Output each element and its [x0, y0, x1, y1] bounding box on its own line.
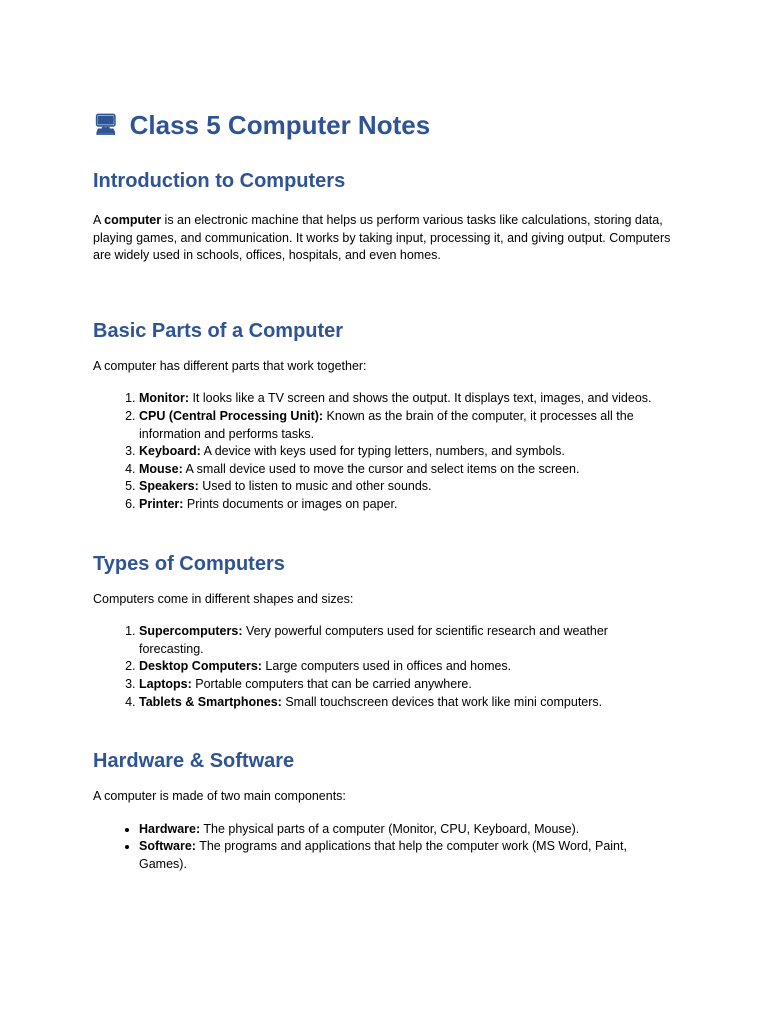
list-item — [139, 676, 672, 694]
page-title — [93, 108, 672, 142]
list-item-term: Tablets & Smartphones: — [139, 694, 282, 709]
section-hardware-software — [93, 748, 672, 873]
list-item — [139, 496, 672, 514]
list-item-term: Keyboard: — [139, 444, 201, 459]
list-item — [139, 461, 672, 479]
list-item-desc: It looks like a TV screen and shows the output. It displays text, images, and videos. — [188, 391, 652, 406]
list-item — [139, 694, 672, 712]
section-lead: A computer has different parts that work together: — [93, 358, 367, 373]
section-heading: Hardware & Software — [93, 750, 295, 773]
list-item — [139, 408, 672, 443]
list-item-desc: Prints documents or images on paper. — [183, 496, 398, 511]
section-lead: A computer is made of two main components: — [93, 789, 346, 804]
list-item-term: Mouse: — [139, 461, 183, 476]
computer-icon: 🖥 — [93, 114, 119, 136]
section-introduction — [93, 168, 672, 265]
list-item-term: Desktop Computers: — [139, 659, 262, 674]
list-item — [139, 390, 672, 408]
section-heading: Basic Parts of a Computer — [93, 319, 344, 342]
list-item-desc: A small device used to move the cursor and select items on the screen. — [182, 461, 580, 476]
parts-list — [93, 390, 672, 513]
section-heading: Introduction to Computers — [93, 170, 346, 192]
list-item-desc: A device with keys used for typing letters, numbers, and symbols. — [200, 444, 565, 459]
section-lead: Computers come in different shapes and sizes: — [93, 591, 354, 606]
list-item — [139, 838, 672, 873]
components-list — [93, 821, 672, 874]
types-list — [93, 623, 672, 711]
list-item-term: Monitor: — [139, 391, 189, 406]
section-basic-parts — [93, 318, 672, 514]
list-item-desc: Small touchscreen devices that work like mini computers. — [281, 694, 603, 709]
intro-paragraph — [93, 212, 672, 265]
list-item-term: Hardware: — [139, 821, 201, 836]
list-item-desc: The physical parts of a computer (Monitor, CPU, Keyboard, Mouse). — [200, 821, 580, 836]
list-item — [139, 623, 672, 658]
list-item-desc: Very powerful computers used for scientific research and weather forecasting. — [139, 624, 608, 656]
section-heading: Types of Computers — [93, 552, 285, 575]
page-title-text: Class 5 Computer Notes — [129, 110, 431, 140]
list-item-desc: The programs and applications that help the computer work (MS Word, Paint, Games). — [139, 839, 627, 871]
list-item-desc: Used to listen to music and other sounds. — [198, 479, 432, 494]
section-types — [93, 551, 672, 712]
list-item — [139, 821, 672, 839]
list-item-term: Laptops: — [139, 676, 192, 691]
list-item-desc: Known as the brain of the computer, it processes all the information and performs tasks. — [139, 408, 634, 441]
list-item-desc: Portable computers that can be carried anywhere. — [191, 676, 472, 691]
list-item — [139, 443, 672, 461]
intro-text-a: A — [93, 213, 105, 227]
intro-bold-term: computer — [104, 213, 162, 227]
intro-text-b: is an electronic machine that helps us perform various tasks like calculations, storing data, playing games, and communication. It works by taking input, processing it, and giving output. Computers are widely used in schools, offices, hospitals, and even homes. — [93, 213, 671, 263]
list-item-term: Printer: — [139, 496, 184, 511]
list-item-term: Software: — [139, 839, 196, 854]
list-item-term: CPU (Central Processing Unit): — [139, 408, 324, 423]
list-item-term: Speakers: — [139, 479, 199, 494]
list-item-desc: Large computers used in offices and homes. — [261, 659, 512, 674]
list-item — [139, 478, 672, 496]
list-item — [139, 658, 672, 676]
list-item-term: Supercomputers: — [139, 624, 243, 639]
